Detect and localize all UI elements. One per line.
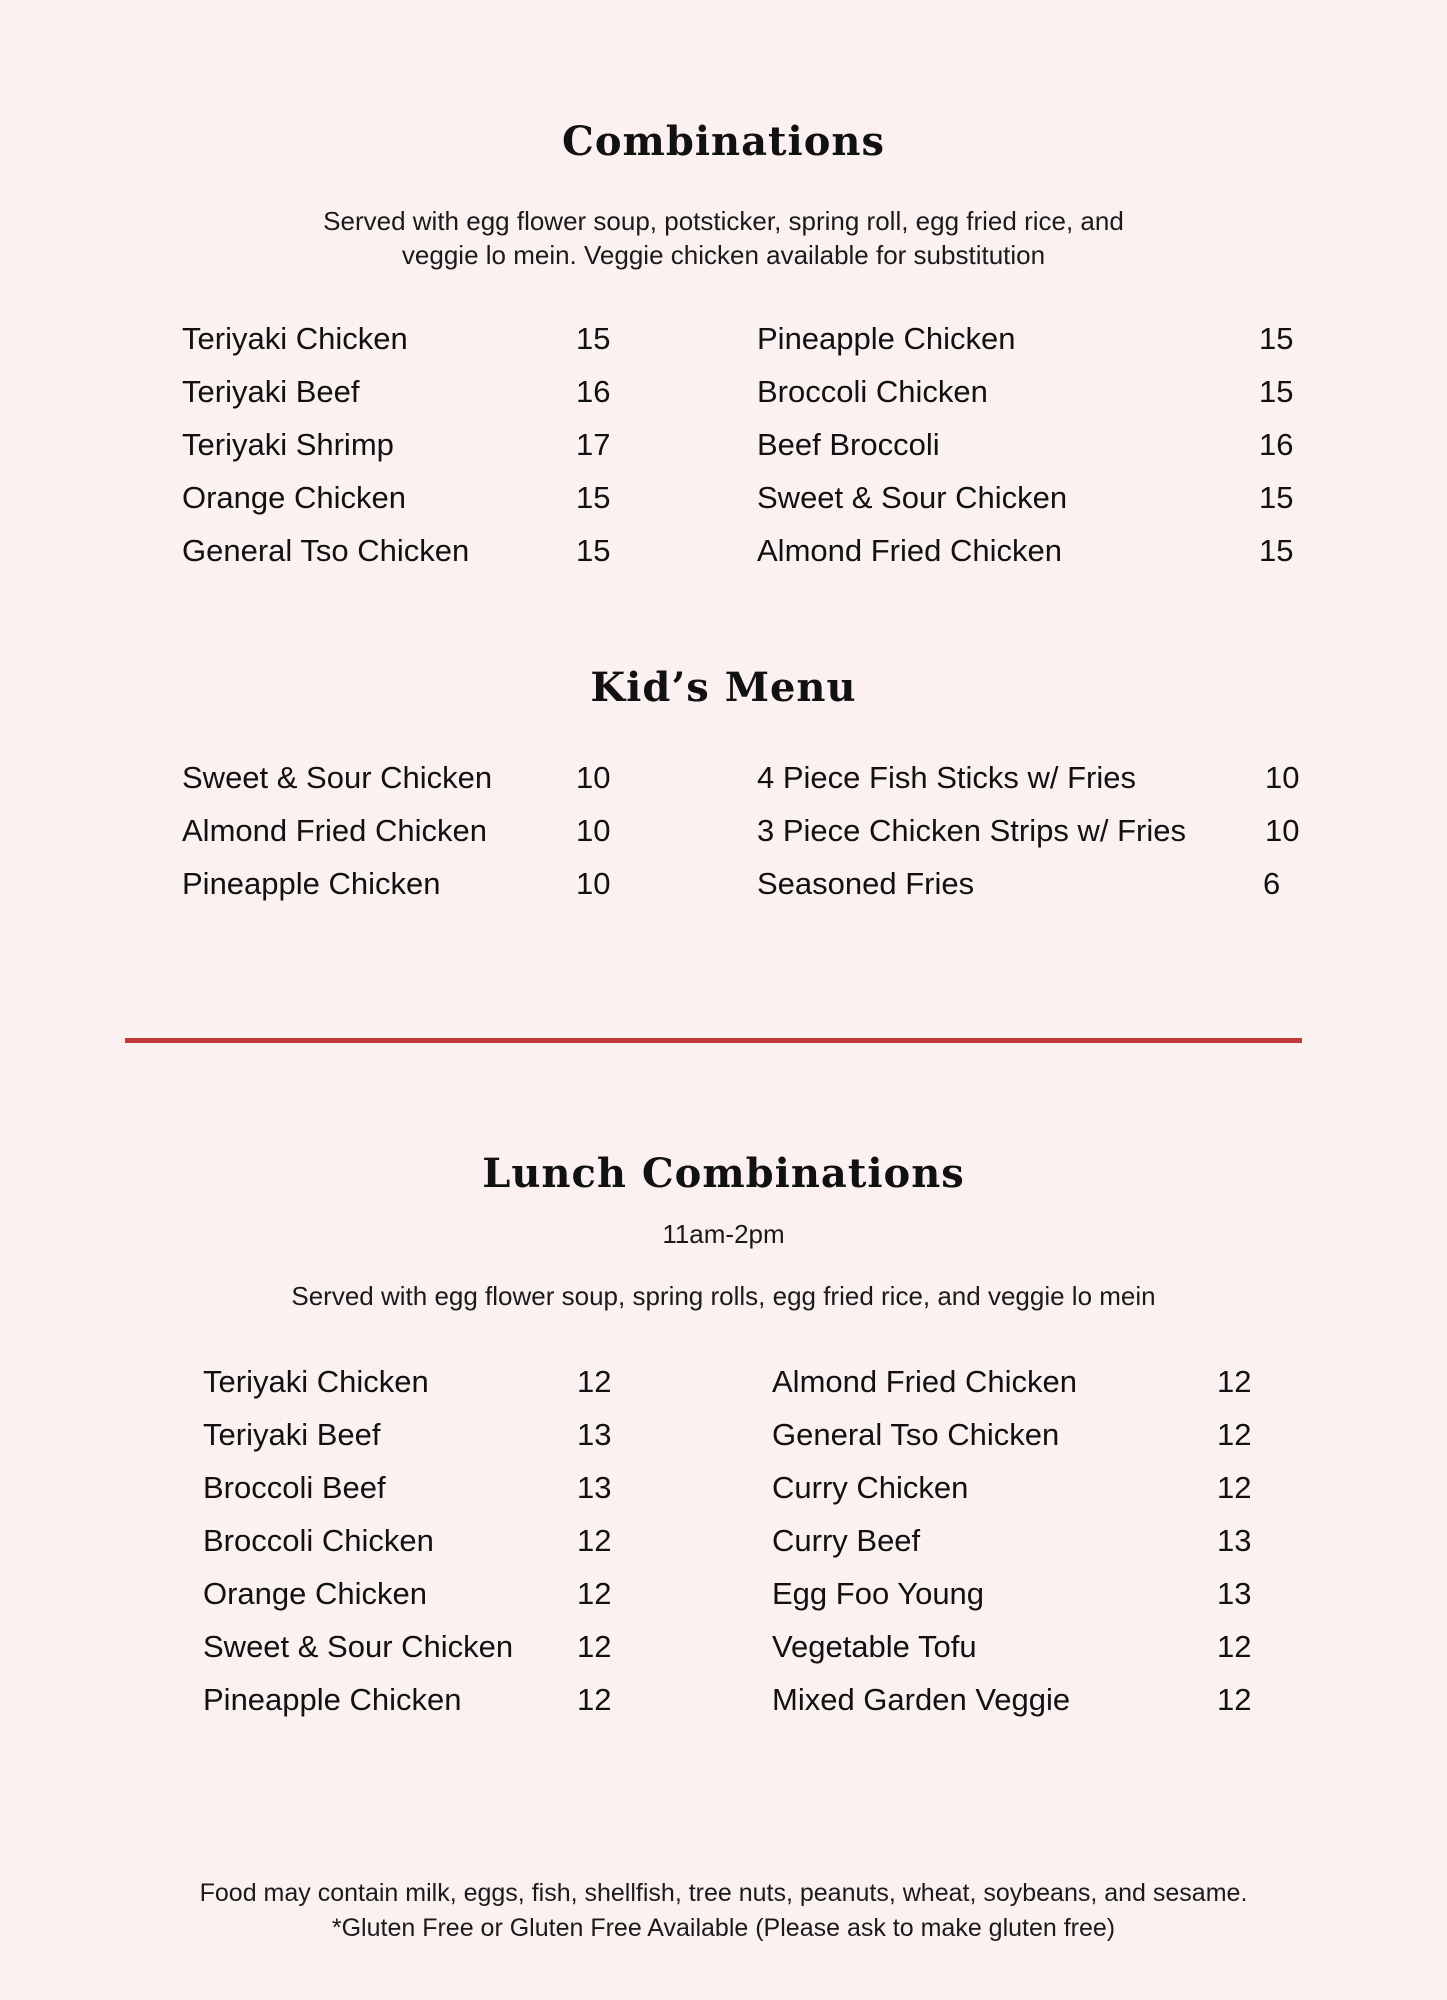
allergen-note: Food may contain milk, eggs, fish, shellfish, tree nuts, peanuts, wheat, soybeans, and sesame. — [199, 1879, 1248, 1907]
menu-item-price: 10 — [576, 813, 611, 848]
combinations-description-line2: veggie lo mein. Veggie chicken available for substitution — [401, 240, 1046, 270]
lunch-description: Served with egg flower soup, spring rolls, egg fried rice, and veggie lo mein — [291, 1281, 1156, 1311]
menu-item — [182, 804, 622, 857]
menu-item — [182, 471, 622, 524]
menu-item-name: Almond Fried Chicken — [757, 533, 1062, 568]
menu-item — [182, 312, 622, 365]
menu-item — [203, 1673, 623, 1726]
menu-item — [203, 1620, 623, 1673]
menu-item-name: Broccoli Beef — [203, 1470, 386, 1505]
menu-item-name: Teriyaki Shrimp — [182, 427, 394, 462]
menu-item — [203, 1567, 623, 1620]
menu-item-price: 15 — [1259, 374, 1294, 409]
menu-item-name: Almond Fried Chicken — [182, 813, 487, 848]
menu-item-name: Beef Broccoli — [757, 427, 940, 462]
menu-item-price: 16 — [1259, 427, 1294, 462]
menu-item-price: 12 — [577, 1364, 612, 1399]
menu-item-name: Teriyaki Beef — [182, 374, 360, 409]
menu-item-price: 13 — [577, 1417, 612, 1452]
menu-item-name: Pineapple Chicken — [757, 321, 1016, 356]
menu-item — [203, 1355, 623, 1408]
menu-item-price: 6 — [1263, 866, 1281, 901]
menu-item-name: Teriyaki Beef — [203, 1417, 381, 1452]
menu-item-name: Egg Foo Young — [772, 1576, 985, 1611]
menu-item — [757, 857, 1317, 910]
menu-item-price: 13 — [1217, 1576, 1252, 1611]
menu-item-name: Seasoned Fries — [757, 866, 975, 901]
menu-item-price: 17 — [576, 427, 611, 462]
menu-item-price: 12 — [577, 1682, 612, 1717]
kids-menu-left-column — [182, 751, 622, 910]
menu-item — [772, 1355, 1272, 1408]
menu-item-price: 13 — [1217, 1523, 1252, 1558]
menu-item-name: Broccoli Chicken — [203, 1523, 434, 1558]
menu-item-name: General Tso Chicken — [182, 533, 470, 568]
menu-item — [203, 1514, 623, 1567]
menu-item-price: 12 — [577, 1629, 612, 1664]
menu-item — [182, 418, 622, 471]
lunch-left-column — [203, 1355, 623, 1726]
combinations-right-column — [757, 312, 1317, 577]
menu-item-name: Pineapple Chicken — [182, 866, 441, 901]
menu-item — [757, 312, 1317, 365]
menu-item-name: Almond Fried Chicken — [772, 1364, 1077, 1399]
menu-item-price: 15 — [1259, 533, 1294, 568]
menu-item-price: 12 — [1217, 1470, 1252, 1505]
menu-item-price: 15 — [1259, 321, 1294, 356]
menu-item — [772, 1620, 1272, 1673]
menu-item-price: 12 — [1217, 1682, 1252, 1717]
menu-item-name: Sweet & Sour Chicken — [182, 760, 493, 795]
lunch-combinations-title: Lunch Combinations — [482, 1150, 965, 1197]
kids-menu-right-column — [757, 751, 1317, 910]
section-divider — [125, 1038, 1302, 1043]
menu-item-name: Teriyaki Chicken — [182, 321, 408, 356]
lunch-right-column — [772, 1355, 1272, 1726]
menu-item-price: 16 — [576, 374, 611, 409]
menu-item-price: 12 — [1217, 1629, 1252, 1664]
menu-item-price: 10 — [1265, 760, 1300, 795]
menu-item — [772, 1567, 1272, 1620]
menu-item-price: 12 — [577, 1523, 612, 1558]
combinations-left-column — [182, 312, 622, 577]
menu-item — [182, 365, 622, 418]
menu-item — [203, 1408, 623, 1461]
menu-item — [757, 751, 1317, 804]
menu-item — [757, 418, 1317, 471]
menu-item — [772, 1514, 1272, 1567]
menu-item-name: Sweet & Sour Chicken — [203, 1629, 514, 1664]
menu-item-price: 10 — [576, 760, 611, 795]
menu-item-price: 12 — [577, 1576, 612, 1611]
menu-item — [203, 1461, 623, 1514]
menu-item-name: Mixed Garden Veggie — [772, 1682, 1071, 1717]
menu-item-price: 10 — [1265, 813, 1300, 848]
lunch-hours: 11am-2pm — [662, 1219, 785, 1249]
menu-item — [757, 804, 1317, 857]
menu-item-price: 12 — [1217, 1417, 1252, 1452]
menu-item — [757, 524, 1317, 577]
menu-item — [772, 1461, 1272, 1514]
menu-item-name: Sweet & Sour Chicken — [757, 480, 1068, 515]
menu-item — [182, 857, 622, 910]
menu-item — [772, 1408, 1272, 1461]
menu-item — [772, 1673, 1272, 1726]
menu-item-price: 15 — [1259, 480, 1294, 515]
combinations-title: Combinations — [562, 118, 885, 165]
menu-item-name: Curry Beef — [772, 1523, 921, 1558]
menu-item — [757, 471, 1317, 524]
menu-item-price: 12 — [1217, 1364, 1252, 1399]
menu-item-price: 15 — [576, 480, 611, 515]
menu-item-price: 15 — [576, 533, 611, 568]
combinations-description-line1: Served with egg flower soup, potsticker, spring roll, egg fried rice, and — [323, 206, 1124, 236]
menu-item-name: Broccoli Chicken — [757, 374, 988, 409]
menu-item-name: Vegetable Tofu — [772, 1629, 977, 1664]
kids-menu-title: Kid’s Menu — [590, 664, 857, 711]
menu-item-name: Pineapple Chicken — [203, 1682, 462, 1717]
menu-item-price: 13 — [577, 1470, 612, 1505]
menu-item — [182, 751, 622, 804]
menu-item-price: 15 — [576, 321, 611, 356]
menu-item-name: 4 Piece Fish Sticks w/ Fries — [757, 760, 1136, 795]
menu-item-name: Curry Chicken — [772, 1470, 969, 1505]
menu-item-price: 10 — [576, 866, 611, 901]
menu-item-name: Orange Chicken — [203, 1576, 428, 1611]
menu-item-name: General Tso Chicken — [772, 1417, 1060, 1452]
menu-item-name: Teriyaki Chicken — [203, 1364, 429, 1399]
gluten-free-note: *Gluten Free or Gluten Free Available (Please ask to make gluten free) — [331, 1914, 1116, 1942]
menu-item-name: Orange Chicken — [182, 480, 407, 515]
menu-item-name: 3 Piece Chicken Strips w/ Fries — [757, 813, 1186, 848]
menu-item — [757, 365, 1317, 418]
menu-item — [182, 524, 622, 577]
